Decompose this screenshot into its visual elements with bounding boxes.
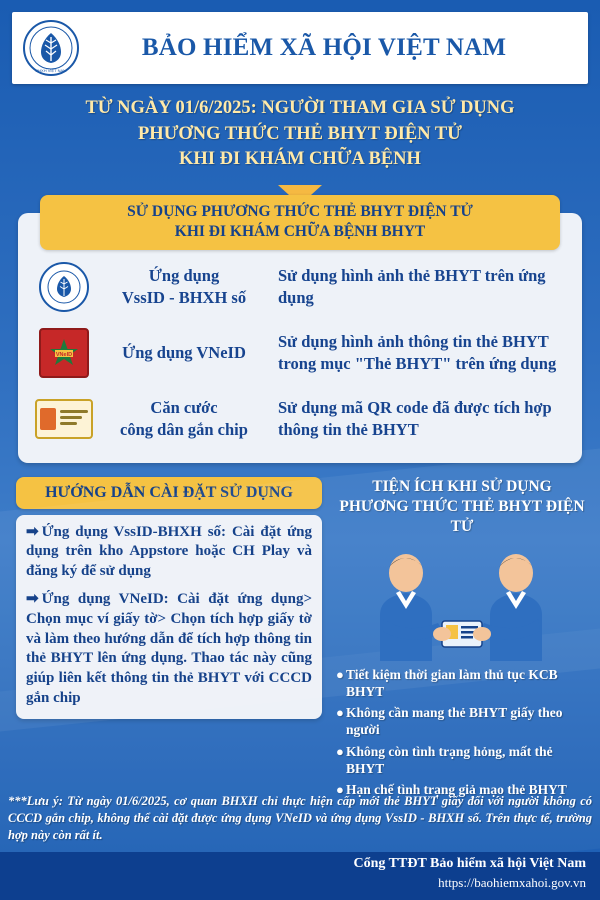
banner-line-1: SỬ DỤNG PHƯƠNG THỨC THẺ BHYT ĐIỆN TỬ — [127, 202, 473, 220]
usage-methods-rows — [32, 261, 568, 445]
benefit-text: Hạn chế tình trạng giả mạo thẻ BHYT — [346, 782, 567, 798]
footer-url[interactable]: https://baohiemxahoi.gov.vn — [438, 875, 586, 890]
row-description: Sử dụng hình ảnh thẻ BHYT trên ứng dụng — [278, 266, 546, 307]
row-label — [96, 342, 272, 363]
footer-org: Cổng TTĐT Bảo hiểm xã hội Việt Nam — [353, 856, 586, 871]
row-label-line-1: Ứng dụng VNeID — [122, 342, 246, 362]
row-label-line-2: VssID - BHXH số — [121, 287, 247, 307]
row-description: Sử dụng hình ảnh thông tin thẻ BHYT trong mục "Thẻ BHYT" trên ứng dụng — [278, 332, 557, 373]
footer-bar — [0, 852, 600, 900]
benefits-heading-line-2: PHƯƠNG THỨC THẺ BHYT ĐIỆN TỬ — [339, 497, 585, 535]
guide-item-text: Ứng dụng VNeID: Cài đặt ứng dụng> Chọn mục ví giấy tờ> Chọn tích hợp giấy tờ và làm theo hướng dẫn để tích hợp thông tin thẻ BHYT lên ứng dụng. Thao tác này cũng giúp liên kết thông tin thẻ BHYT với CCCD gắn chip — [26, 590, 312, 706]
two-people-illustration — [334, 543, 590, 663]
subtitle-line-1: TỪ NGÀY 01/6/2025: NGƯỜI THAM GIA SỬ DỤNG — [85, 98, 515, 118]
vneid-app-icon — [32, 327, 96, 379]
citizen-id-card-icon — [32, 393, 96, 445]
svg-text:BHXH VIỆT NAM: BHXH VIỆT NAM — [35, 68, 67, 73]
row-label — [96, 397, 272, 440]
guide-heading: HƯỚNG DẪN CÀI ĐẶT SỬ DỤNG — [16, 477, 322, 509]
usage-methods-card — [18, 202, 582, 463]
list-item — [26, 523, 312, 582]
list-item — [26, 590, 312, 709]
page-title: BẢO HIỂM XÃ HỘI VIỆT NAM — [141, 34, 507, 61]
table-row — [32, 393, 568, 445]
table-row — [32, 261, 568, 313]
arrow-bullet-icon: ➡ — [26, 523, 39, 540]
subtitle-block — [0, 96, 600, 173]
benefit-text: Không còn tình trạng hỏng, mất thẻ BHYT — [346, 743, 553, 776]
benefit-text: Không cần mang thẻ BHYT giấy theo người — [346, 705, 563, 738]
bullet-dot-icon: ● — [336, 705, 344, 721]
benefits-heading-line-1: TIỆN ÍCH KHI SỬ DỤNG — [372, 477, 552, 495]
benefit-text: Tiết kiệm thời gian làm thủ tục KCB BHYT — [346, 666, 558, 699]
row-label-line-2: công dân gắn chip — [120, 419, 248, 439]
bullet-dot-icon: ● — [336, 666, 344, 682]
guide-item-text: Ứng dụng VssID-BHXH số: Cài đặt ứng dụng trên kho Appstore hoặc CH Play và đăng ký để sử dụng — [26, 523, 312, 580]
banner-line-2: KHI ĐI KHÁM CHỮA BỆNH BHYT — [174, 223, 426, 241]
guide-box — [16, 515, 322, 719]
table-row — [32, 327, 568, 379]
row-label-line-1: Ứng dụng — [148, 266, 220, 286]
svg-text:VNeID: VNeID — [55, 351, 73, 358]
arrow-bullet-icon: ➡ — [26, 590, 39, 607]
row-description: Sử dụng mã QR code đã được tích hợp thông tin thẻ BHYT — [278, 398, 552, 439]
footnote: ***Lưu ý: Từ ngày 01/6/2025, cơ quan BHXH chỉ thực hiện cấp mới thẻ BHYT giấy đối với người không có CCCD gắn chip, không thể cài đặt được ứng dụng VNeID và ứng dụng VssID - BHXH số. Trên thực tế, trường hợp này còn rất ít. — [8, 794, 592, 843]
row-label-line-1: Căn cước — [150, 398, 218, 418]
subtitle-line-3: KHI ĐI KHÁM CHỮA BỆNH — [179, 149, 421, 170]
header-bar — [12, 12, 588, 84]
bullet-dot-icon: ● — [336, 743, 344, 759]
row-label — [96, 265, 272, 308]
bhxh-logo-icon — [22, 19, 80, 77]
bullet-dot-icon: ● — [336, 782, 344, 798]
usage-methods-banner — [40, 195, 560, 251]
vssid-app-icon — [32, 261, 96, 313]
subtitle-line-2: PHƯƠNG THỨC THẺ BHYT ĐIỆN TỬ — [138, 123, 462, 144]
